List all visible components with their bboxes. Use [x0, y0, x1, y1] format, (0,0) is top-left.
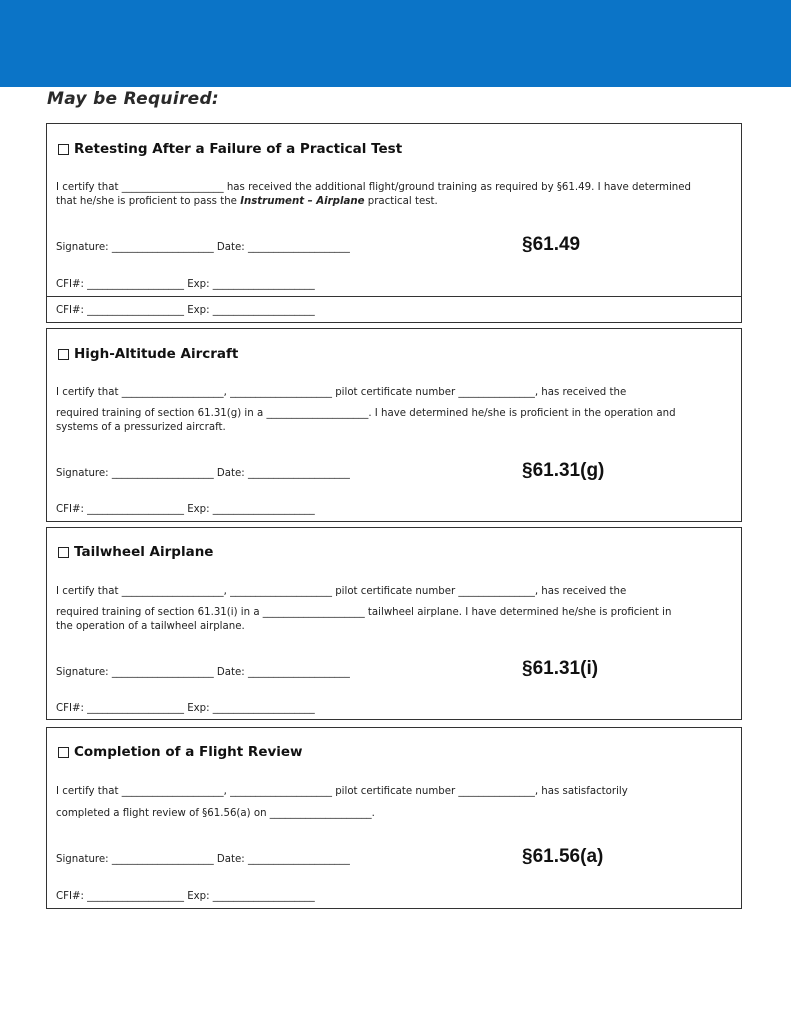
retesting-reference: §61.49: [522, 234, 581, 255]
tailwheel-endorsement-box: [46, 527, 742, 720]
retesting-endorsement-box: [46, 123, 742, 297]
retesting-line-2: [56, 195, 438, 209]
retesting-practical-test-name: Instrument – Airplane: [240, 196, 365, 207]
tailwheel-title: [58, 544, 213, 560]
high-altitude-line-2: required training of section 61.31(g) in a ____________________. I have determined he/she is proficient in the operation and: [56, 408, 676, 419]
flight-review-line-2: completed a flight review of §61.56(a) on ____________________.: [56, 808, 375, 819]
tailwheel-signature-line: Signature: ____________________ Date: ____________________: [56, 667, 350, 678]
flight-review-endorsement-box: [46, 727, 742, 909]
high-altitude-line-1: I certify that ____________________, ____________________ pilot certificate number _______________, has received the: [56, 387, 627, 398]
header-banner: [0, 0, 791, 87]
retesting-title-text: Retesting After a Failure of a Practical Test: [74, 141, 403, 157]
tailwheel-reference: §61.31(i): [522, 658, 599, 679]
flight-review-line-1: I certify that ____________________, ____________________ pilot certificate number _______________, has satisfactorily: [56, 786, 628, 797]
retesting-title: [58, 141, 402, 157]
high-altitude-reference: §61.31(g): [522, 460, 605, 481]
retesting-line-1: I certify that ____________________ has received the additional flight/ground training as required by §61.49. I have determined: [56, 182, 692, 193]
high-altitude-title: [58, 346, 238, 362]
retesting-signature-line: Signature: ____________________ Date: ____________________: [56, 242, 350, 253]
flight-review-reference: §61.56(a): [522, 846, 604, 867]
tailwheel-line-3: the operation of a tailwheel airplane.: [56, 621, 245, 632]
tailwheel-line-1: I certify that ____________________, ____________________ pilot certificate number _______________, has received the: [56, 586, 627, 597]
retesting-line-2-prefix: that he/she is proficient to pass the: [56, 196, 241, 207]
retesting-cfi-line: CFI#: ___________________ Exp: ____________________: [56, 279, 315, 290]
flight-review-checkbox[interactable]: [58, 747, 69, 758]
high-altitude-endorsement-box: [46, 328, 742, 522]
high-altitude-checkbox[interactable]: [58, 349, 69, 360]
tailwheel-checkbox[interactable]: [58, 547, 69, 558]
tailwheel-line-2: required training of section 61.31(i) in a ____________________ tailwheel airplane. I have determined he/she is proficient in: [56, 607, 672, 618]
tailwheel-cfi-line: CFI#: ___________________ Exp: ____________________: [56, 703, 315, 714]
high-altitude-line-3: systems of a pressurized aircraft.: [56, 422, 226, 433]
retesting-line-2-suffix: practical test.: [364, 196, 438, 207]
cfi-line-repeat: CFI#: ___________________ Exp: ____________________: [56, 305, 315, 316]
high-altitude-signature-line: Signature: ____________________ Date: ____________________: [56, 468, 350, 479]
flight-review-signature-line: Signature: ____________________ Date: ____________________: [56, 854, 350, 865]
flight-review-cfi-line: CFI#: ___________________ Exp: ____________________: [56, 891, 315, 902]
retesting-checkbox[interactable]: [58, 144, 69, 155]
flight-review-title-text: Completion of a Flight Review: [74, 744, 303, 760]
tailwheel-title-text: Tailwheel Airplane: [74, 544, 214, 560]
flight-review-title: [58, 744, 303, 760]
page-heading: May be Required:: [47, 89, 220, 109]
high-altitude-cfi-line: CFI#: ___________________ Exp: ____________________: [56, 504, 315, 515]
high-altitude-title-text: High-Altitude Aircraft: [74, 346, 239, 362]
